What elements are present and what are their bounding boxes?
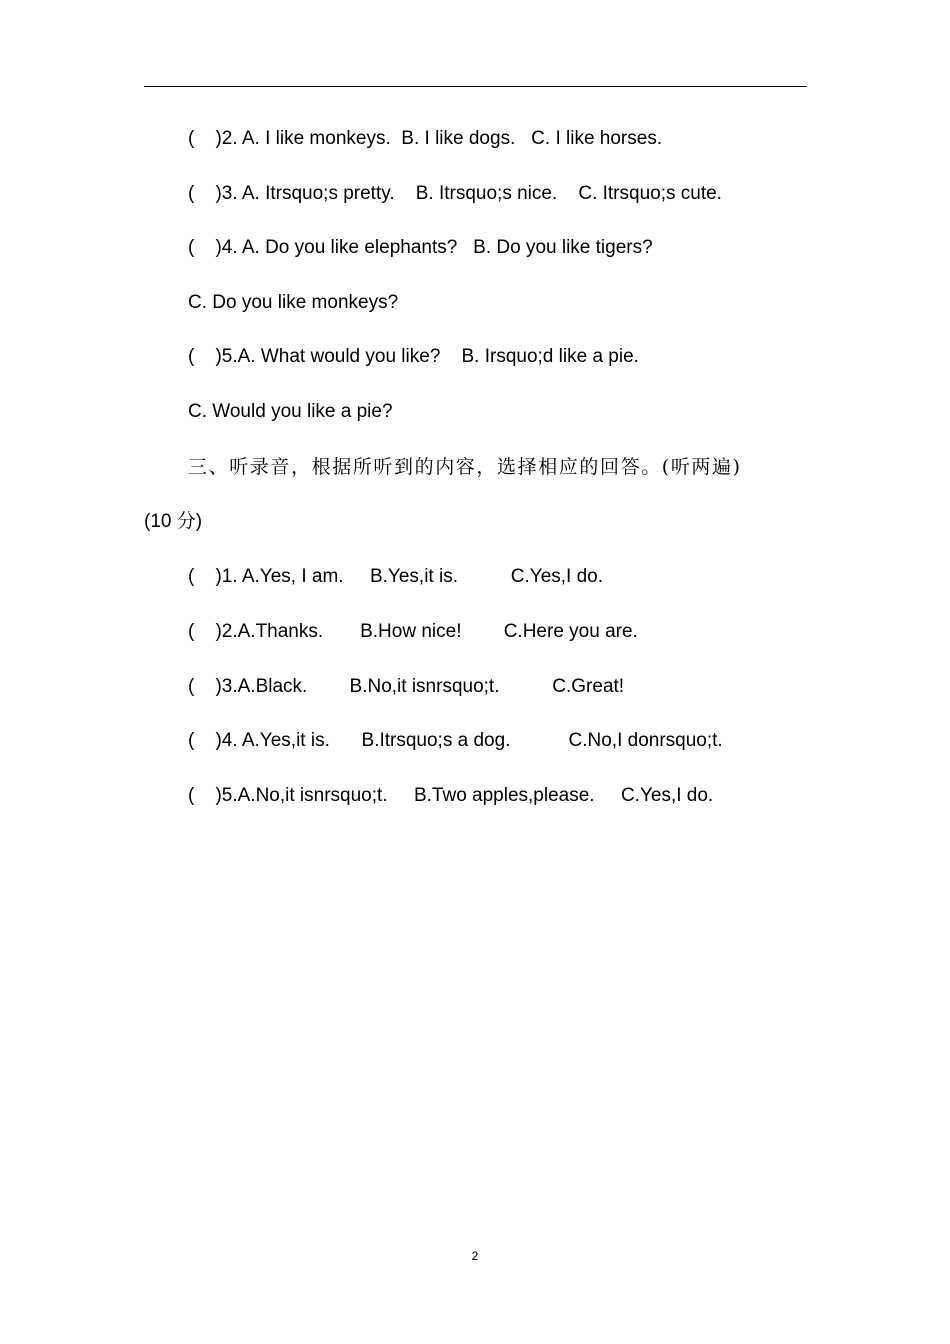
header-rule [144, 86, 807, 87]
section-3-score: (10 分) [144, 511, 203, 532]
question-2-4-option-c: C. Do you like monkeys? [188, 292, 399, 313]
question-3-1-options: ( )1. A.Yes, I am. B.Yes,it is. C.Yes,I do. [188, 566, 604, 587]
section-3-heading: 三、听录音，根据所听到的内容，选择相应的回答。(听两遍) [188, 456, 742, 478]
question-2-4-options: ( )4. A. Do you like elephants? B. Do you like tigers? [188, 237, 653, 258]
question-3-3-options: ( )3.A.Black. B.No,it isnrsquo;t. C.Great! [188, 676, 625, 697]
question-2-5-option-c: C. Would you like a pie? [188, 401, 393, 422]
question-3-2-options: ( )2.A.Thanks. B.How nice! C.Here you are. [188, 621, 638, 642]
question-2-5-options: ( )5.A. What would you like? B. Irsquo;d like a pie. [188, 346, 639, 367]
question-2-2-options: ( )2. A. I like monkeys. B. I like dogs. C. I like horses. [188, 128, 663, 149]
question-3-5-options: ( )5.A.No,it isnrsquo;t. B.Two apples,please. C.Yes,I do. [188, 785, 714, 806]
question-3-4-options: ( )4. A.Yes,it is. B.Itrsquo;s a dog. C.No,I donrsquo;t. [188, 730, 723, 751]
page-number: 2 [471, 1249, 479, 1263]
question-2-3-options: ( )3. A. Itrsquo;s pretty. B. Itrsquo;s nice. C. Itrsquo;s cute. [188, 183, 722, 204]
